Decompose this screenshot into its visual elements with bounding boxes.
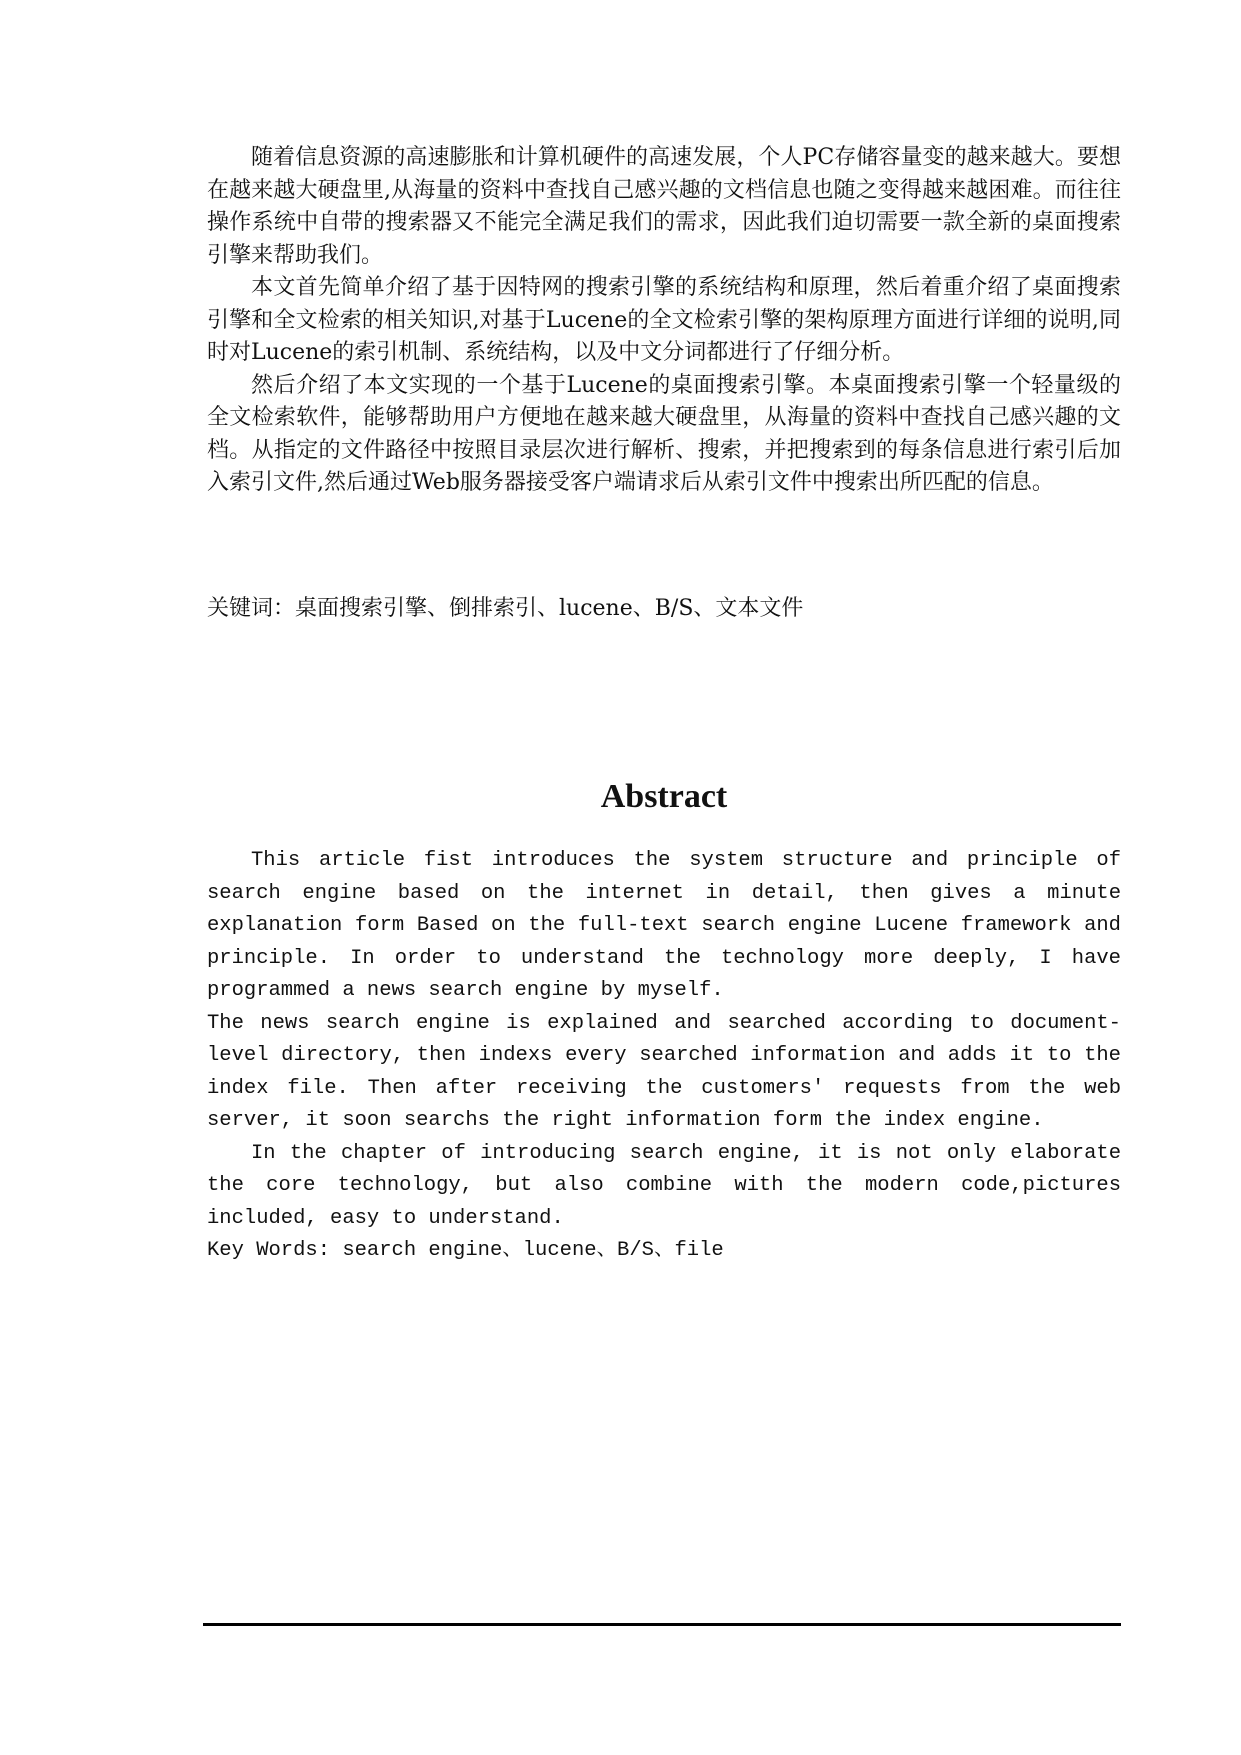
chinese-paragraph-2: 本文首先简单介绍了基于因特网的搜索引擎的系统结构和原理，然后着重介绍了桌面搜索引擎和全文检索的相关知识,对基于Lucene的全文检索引擎的架构原理方面进行详细的说明,同时对Lucene的索引机制、系统结构，以及中文分词都进行了仔细分析。 xyxy=(207,275,1121,365)
chinese-abstract xyxy=(207,142,1121,500)
chinese-keywords: 关键词：桌面搜索引擎、倒排索引、lucene、B/S、文本文件 xyxy=(207,596,804,621)
english-keywords: Key Words: search engine、lucene、B/S、file xyxy=(207,1239,724,1262)
chinese-paragraph-3: 然后介绍了本文实现的一个基于Lucene的桌面搜索引擎。本桌面搜索引擎一个轻量级的全文检索软件，能够帮助用户方便地在越来越大硬盘里，从海量的资料中查找自己感兴趣的文档。从指定的文件路径中按照目录层次进行解析、搜索，并把搜索到的每条信息进行索引后加入索引文件,然后通过Web服务器接受客户端请求后从索引文件中搜索出所匹配的信息。 xyxy=(207,372,1121,495)
footer-divider xyxy=(203,1623,1121,1626)
chinese-paragraph-1: 随着信息资源的高速膨胀和计算机硬件的高速发展，个人PC存储容量变的越来越大。要想在越来越大硬盘里,从海量的资料中查找自己感兴趣的文档信息也随之变得越来越困难。而往往操作系统中自带的搜索器又不能完全满足我们的需求，因此我们迫切需要一款全新的桌面搜索引擎来帮助我们。 xyxy=(207,145,1121,268)
english-paragraph-2: The news search engine is explained and searched according to document-level directory, then indexs every searched information and adds it to the index file. Then after receiving the customers' requests from the web server, it soon searchs the right information form the index engine. xyxy=(207,1011,1121,1132)
english-paragraph-1: This article fist introduces the system structure and principle of search engine based on the internet in detail, then gives a minute explanation form Based on the full-text search engine Lucene framework and principle. In order to understand the technology more deeply, I have programmed a news search engine by myself. xyxy=(207,849,1121,1002)
english-abstract xyxy=(207,845,1121,1268)
abstract-title: Abstract xyxy=(600,778,728,815)
english-paragraph-3: In the chapter of introducing search engine, it is not only elaborate the core technology, but also combine with the modern code,pictures included, easy to understand. xyxy=(207,1141,1121,1230)
